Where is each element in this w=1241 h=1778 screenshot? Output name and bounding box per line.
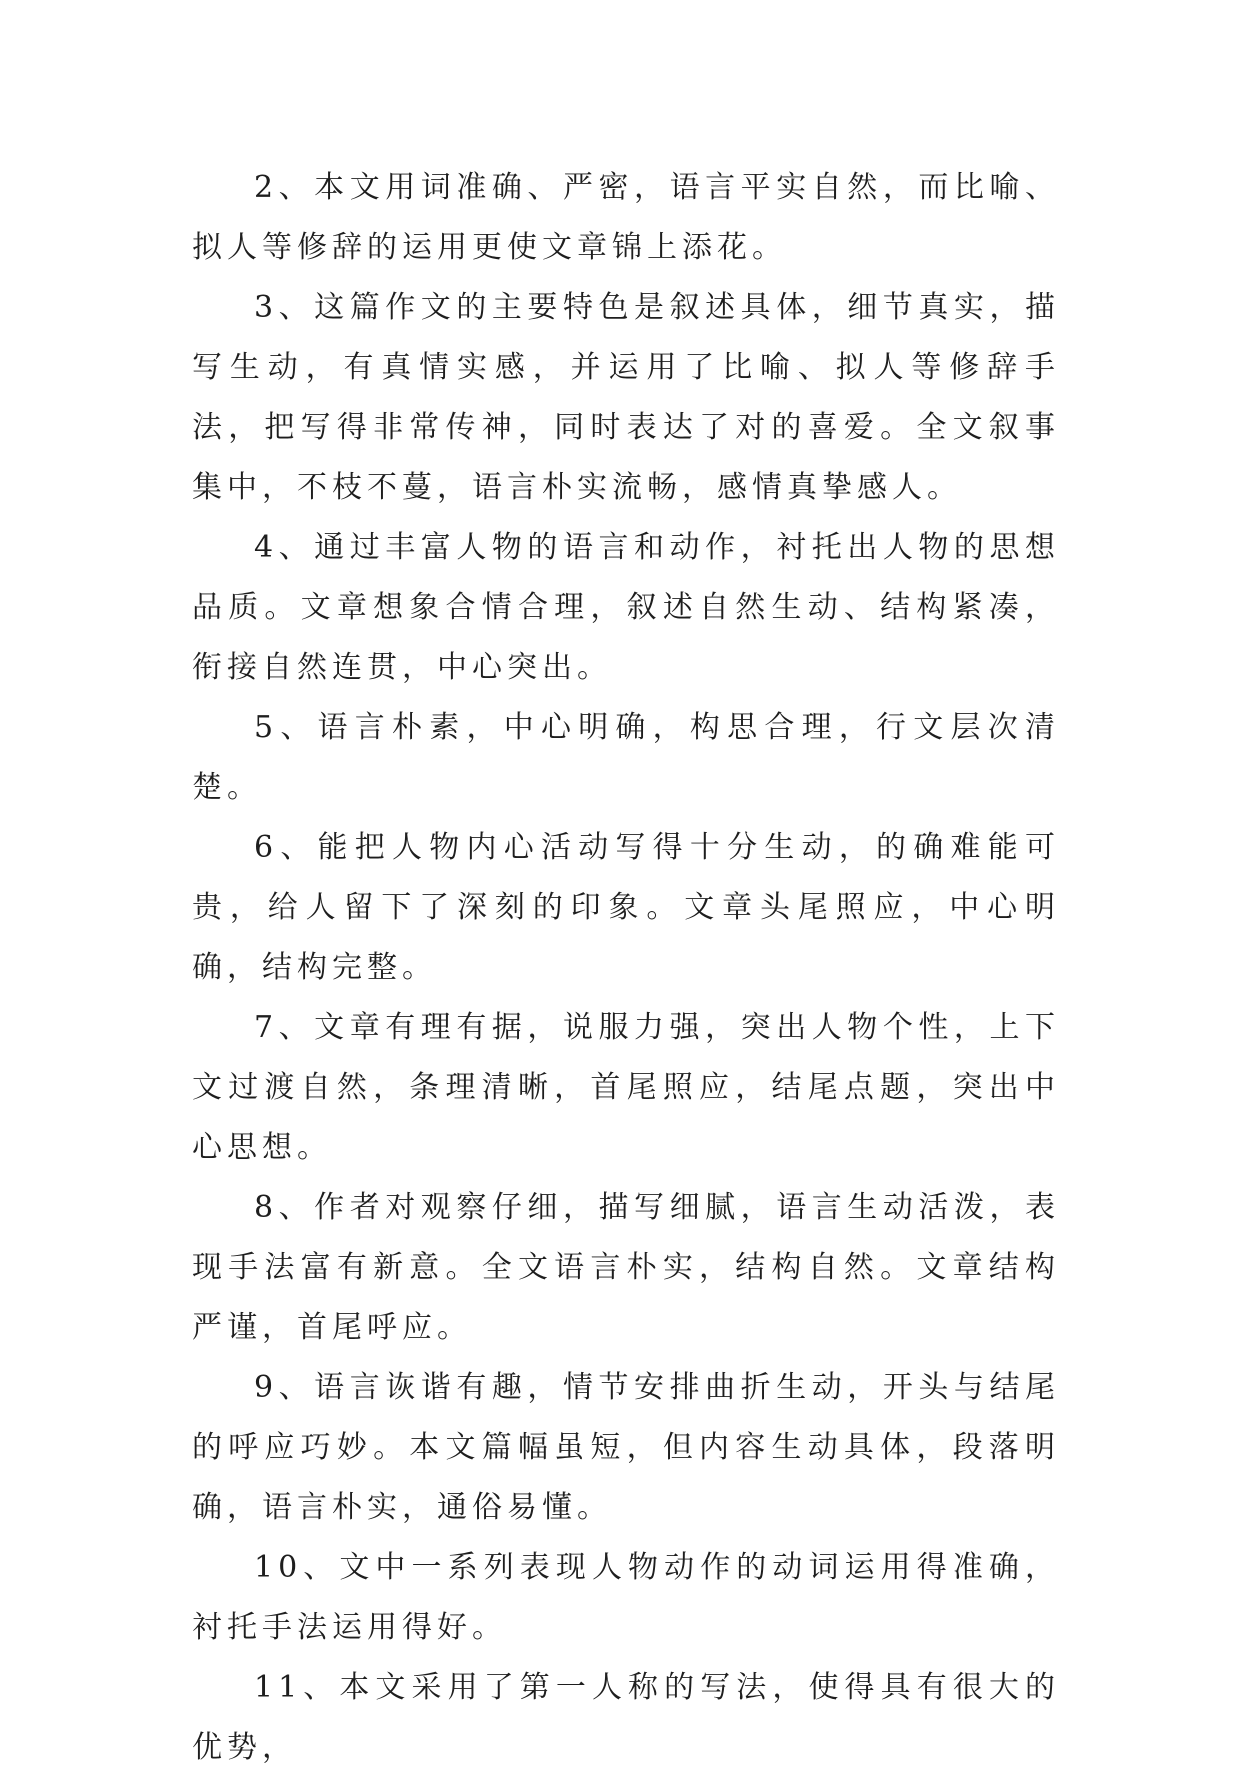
- paragraph-2: 2、本文用词准确、严密，语言平实自然，而比喻、拟人等修辞的运用更使文章锦上添花。: [192, 170, 1060, 265]
- paragraph-4: 4、通过丰富人物的语言和动作，衬托出人物的思想品质。文章想象合情合理，叙述自然生动、结构紧凑，衔接自然连贯，中心突出。: [192, 530, 1060, 685]
- paragraph-5: 5、语言朴素，中心明确，构思合理，行文层次清楚。: [192, 710, 1060, 805]
- paragraph-10: 10、文中一系列表现人物动作的动词运用得准确，衬托手法运用得好。: [192, 1550, 1060, 1645]
- paragraph-9: 9、语言诙谐有趣，情节安排曲折生动，开头与结尾的呼应巧妙。本文篇幅虽短，但内容生动具体，段落明确，语言朴实，通俗易懂。: [192, 1370, 1060, 1525]
- paragraph-11: 11、本文采用了第一人称的写法，使得具有很大的优势，: [192, 1670, 1060, 1765]
- paragraph-7: 7、文章有理有据，说服力强，突出人物个性，上下文过渡自然，条理清晰，首尾照应，结尾点题，突出中心思想。: [192, 1010, 1060, 1165]
- paragraph-3: 3、这篇作文的主要特色是叙述具体，细节真实，描写生动，有真情实感，并运用了比喻、拟人等修辞手法，把写得非常传神，同时表达了对的喜爱。全文叙事集中，不枝不蔓，语言朴实流畅，感情真挚感人。: [192, 290, 1060, 505]
- paragraph-6: 6、能把人物内心活动写得十分生动，的确难能可贵，给人留下了深刻的印象。文章头尾照应，中心明确，结构完整。: [192, 830, 1060, 985]
- document-body: [192, 158, 1060, 1778]
- paragraph-8: 8、作者对观察仔细，描写细腻，语言生动活泼，表现手法富有新意。全文语言朴实，结构自然。文章结构严谨，首尾呼应。: [192, 1190, 1060, 1345]
